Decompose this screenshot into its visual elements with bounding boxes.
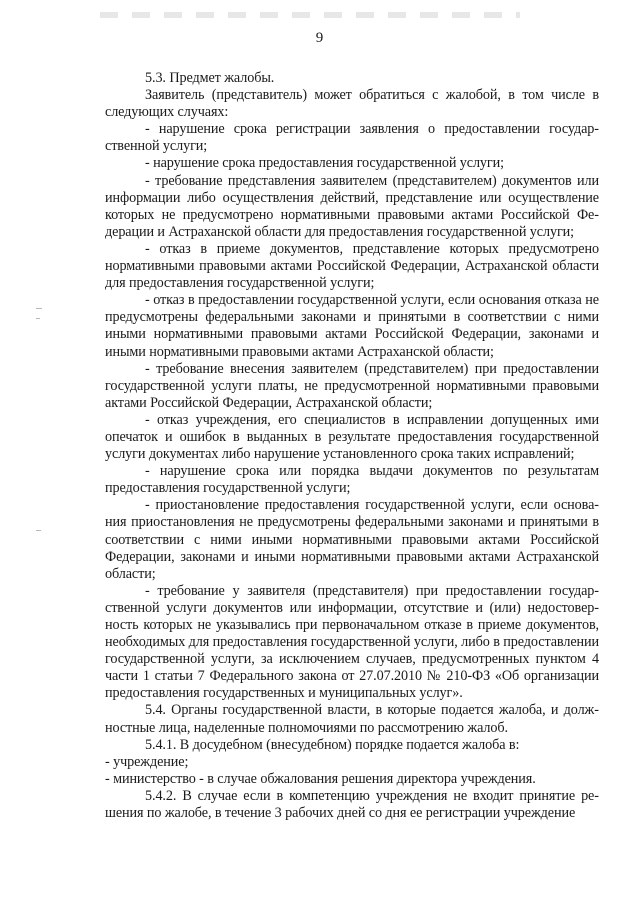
margin-mark [36, 530, 41, 531]
list-item: - требование внесения заявителем (представителем) при предоставлении государственной услуги платы, не предусмотренной нормативными правовыми актами Российской Федерации, Астраханской области; [105, 360, 599, 411]
scan-artifact [100, 12, 520, 18]
list-item: - нарушение срока регистрации заявления о предоставлении государственной услуги; [105, 121, 599, 155]
section-heading: 5.4. Органы государственной власти, в которые подается жалоба, и должностные лица, наделенные полномочиями по рассмотрению жалоб. [105, 702, 599, 736]
margin-mark [36, 308, 42, 309]
page-number: 9 [315, 30, 324, 46]
list-item: - требование представления заявителем (представителем) документов или информации либо осуществления действий, представление или осуществление которых не предусмотрено нормативными правовыми актами Российской Федерации и Астраханской области для предоставления государственной услуги; [105, 172, 599, 240]
list-item: - учреждение; [105, 753, 189, 770]
margin-mark [36, 318, 40, 319]
list-item: - приостановление предоставления государственной услуги, если основания приостановления не предусмотрены федеральными законами и принятыми в соответствии с ними иными нормативными правовыми актами Российской Федерации, законами и иными нормативными правовыми актами Астраханской области; [105, 497, 599, 582]
list-item: - нарушение срока предоставления государственной услуги; [145, 155, 504, 172]
list-item: - отказ в приеме документов, представление которых предусмотрено нормативными правовыми актами Российской Федерации, Астраханской области для предоставления государственной услуги; [105, 240, 599, 292]
list-item: - отказ в предоставлении государственной услуги, если основания отказа не предусмотрены федеральными законами и принятыми в соответствии с ними иными нормативными правовыми актами Российской Федерации, законами и иными нормативными правовыми актами Астраханской области; [105, 292, 599, 360]
section-heading: 5.3. Предмет жалобы. [145, 70, 275, 86]
document-body [105, 70, 599, 822]
list-item: - отказ учреждения, его специалистов в исправлении допущенных ими опечаток и ошибок в выданных в результате предоставления государственной услуги документах либо нарушение установленного срока таких исправлений; [105, 411, 599, 463]
list-item: - требование у заявителя (представителя) при предоставлении государственной услуги документов или информации, отсутствие и (или) недостоверность которых не указывались при первоначальном отказе в приеме документов, необходимых для предоставления государственной услуги, либо в предоставлении государственной услуги, за исключением случаев, предусмотренных пунктом 4 части 1 статьи 7 Федерального закона от 27.07.2010 № 210-ФЗ «Об организации предоставления государственных и муниципальных услуг». [105, 582, 599, 702]
subsection-paragraph: 5.4.2. В случае если в компетенцию учреждения не входит принятие решения по жалобе, в течение 3 рабочих дней со дня ее регистрации учреждение [105, 787, 599, 822]
list-item: - нарушение срока или порядка выдачи документов по результатам предоставления государственной услуги; [105, 463, 599, 497]
subsection-paragraph: 5.4.1. В досудебном (внесудебном) порядке подается жалоба в: [145, 736, 520, 753]
list-item: - министерство - в случае обжалования решения директора учреждения. [105, 770, 536, 787]
paragraph: Заявитель (представитель) может обратиться с жалобой, в том числе в следующих случаях: [105, 87, 599, 121]
